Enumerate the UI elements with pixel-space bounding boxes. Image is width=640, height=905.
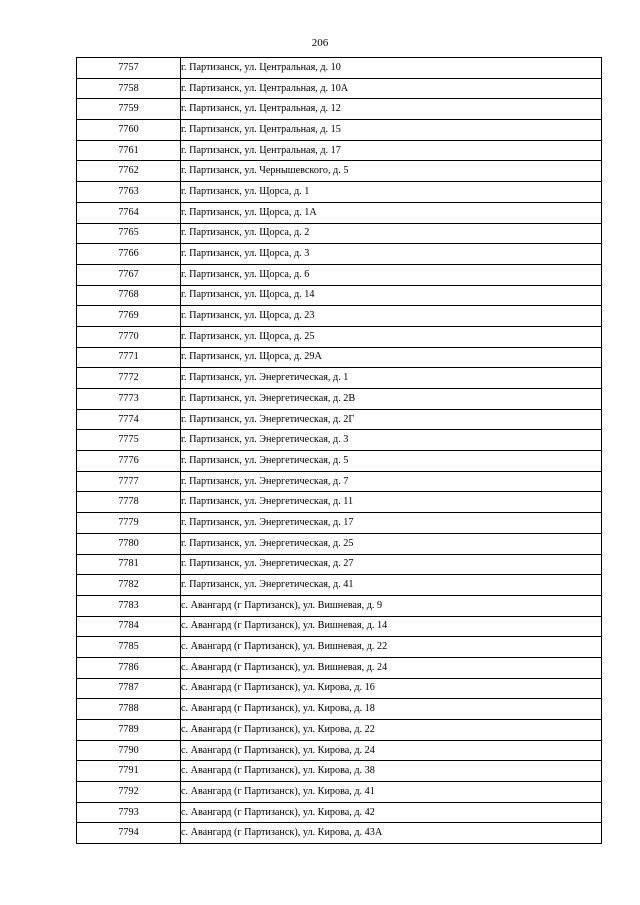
table-row	[77, 120, 602, 141]
row-address: с. Авангард (г Партизанск), ул. Кирова, д. 22	[181, 720, 602, 741]
row-address: с. Авангард (г Партизанск), ул. Кирова, д. 41	[181, 782, 602, 803]
address-table	[76, 57, 602, 844]
row-number: 7777	[77, 471, 181, 492]
page-number: 206	[311, 37, 329, 49]
table-row	[77, 264, 602, 285]
row-number: 7783	[77, 595, 181, 616]
address-table-body	[77, 58, 602, 844]
row-number: 7761	[77, 140, 181, 161]
row-number: 7776	[77, 451, 181, 472]
row-address: с. Авангард (г Партизанск), ул. Вишневая, д. 22	[181, 637, 602, 658]
table-row	[77, 140, 602, 161]
row-number: 7770	[77, 326, 181, 347]
row-number: 7784	[77, 616, 181, 637]
row-number: 7757	[77, 58, 181, 79]
row-number: 7772	[77, 368, 181, 389]
table-row	[77, 326, 602, 347]
row-number: 7782	[77, 575, 181, 596]
row-address: г. Партизанск, ул. Центральная, д. 15	[181, 120, 602, 141]
row-number: 7780	[77, 533, 181, 554]
row-address: с. Авангард (г Партизанск), ул. Кирова, д. 38	[181, 761, 602, 782]
row-number: 7793	[77, 802, 181, 823]
row-number: 7790	[77, 740, 181, 761]
table-row	[77, 533, 602, 554]
row-address: г. Партизанск, ул. Щорса, д. 14	[181, 285, 602, 306]
row-number: 7762	[77, 161, 181, 182]
row-address: г. Партизанск, ул. Щорса, д. 3	[181, 244, 602, 265]
table-row	[77, 58, 602, 79]
row-address: г. Партизанск, ул. Энергетическая, д. 5	[181, 451, 602, 472]
row-address: г. Партизанск, ул. Щорса, д. 23	[181, 306, 602, 327]
row-address: г. Партизанск, ул. Щорса, д. 29А	[181, 347, 602, 368]
table-row	[77, 657, 602, 678]
row-address: г. Партизанск, ул. Центральная, д. 17	[181, 140, 602, 161]
row-address: с. Авангард (г Партизанск), ул. Вишневая, д. 14	[181, 616, 602, 637]
table-row	[77, 78, 602, 99]
row-number: 7794	[77, 823, 181, 844]
row-number: 7775	[77, 430, 181, 451]
row-address: г. Партизанск, ул. Энергетическая, д. 7	[181, 471, 602, 492]
row-number: 7785	[77, 637, 181, 658]
table-row	[77, 244, 602, 265]
table-row	[77, 306, 602, 327]
table-row	[77, 637, 602, 658]
row-address: г. Партизанск, ул. Центральная, д. 12	[181, 99, 602, 120]
row-address: г. Партизанск, ул. Энергетическая, д. 11	[181, 492, 602, 513]
table-row	[77, 161, 602, 182]
row-number: 7765	[77, 223, 181, 244]
row-address: г. Партизанск, ул. Энергетическая, д. 25	[181, 533, 602, 554]
table-row	[77, 554, 602, 575]
row-address: с. Авангард (г Партизанск), ул. Кирова, д. 24	[181, 740, 602, 761]
row-address: г. Партизанск, ул. Щорса, д. 1	[181, 182, 602, 203]
row-number: 7759	[77, 99, 181, 120]
row-address: г. Партизанск, ул. Энергетическая, д. 1	[181, 368, 602, 389]
row-number: 7774	[77, 409, 181, 430]
table-row	[77, 823, 602, 844]
table-row	[77, 699, 602, 720]
row-address: с. Авангард (г Партизанск), ул. Кирова, д. 16	[181, 678, 602, 699]
table-row	[77, 451, 602, 472]
row-number: 7778	[77, 492, 181, 513]
table-row	[77, 368, 602, 389]
table-row	[77, 740, 602, 761]
row-number: 7787	[77, 678, 181, 699]
table-row	[77, 782, 602, 803]
table-row	[77, 492, 602, 513]
table-row	[77, 616, 602, 637]
row-address: г. Партизанск, ул. Чернышевского, д. 5	[181, 161, 602, 182]
row-address: г. Партизанск, ул. Щорса, д. 6	[181, 264, 602, 285]
row-number: 7781	[77, 554, 181, 575]
row-address: с. Авангард (г Партизанск), ул. Вишневая, д. 24	[181, 657, 602, 678]
table-row	[77, 223, 602, 244]
row-address: с. Авангард (г Партизанск), ул. Кирова, д. 18	[181, 699, 602, 720]
row-address: г. Партизанск, ул. Щорса, д. 1А	[181, 202, 602, 223]
table-row	[77, 430, 602, 451]
table-row	[77, 409, 602, 430]
row-number: 7764	[77, 202, 181, 223]
row-number: 7766	[77, 244, 181, 265]
table-row	[77, 347, 602, 368]
row-number: 7763	[77, 182, 181, 203]
row-address: г. Партизанск, ул. Центральная, д. 10	[181, 58, 602, 79]
row-number: 7786	[77, 657, 181, 678]
row-number: 7771	[77, 347, 181, 368]
row-number: 7773	[77, 389, 181, 410]
table-row	[77, 99, 602, 120]
row-address: г. Партизанск, ул. Щорса, д. 2	[181, 223, 602, 244]
table-row	[77, 678, 602, 699]
row-address: г. Партизанск, ул. Центральная, д. 10А	[181, 78, 602, 99]
table-row	[77, 285, 602, 306]
row-number: 7760	[77, 120, 181, 141]
table-row	[77, 182, 602, 203]
row-address: с. Авангард (г Партизанск), ул. Кирова, д. 43А	[181, 823, 602, 844]
row-number: 7792	[77, 782, 181, 803]
row-address: с. Авангард (г Партизанск), ул. Вишневая, д. 9	[181, 595, 602, 616]
table-row	[77, 202, 602, 223]
table-row	[77, 513, 602, 534]
row-address: г. Партизанск, ул. Энергетическая, д. 2Г	[181, 409, 602, 430]
row-number: 7791	[77, 761, 181, 782]
row-address: г. Партизанск, ул. Энергетическая, д. 17	[181, 513, 602, 534]
table-row	[77, 389, 602, 410]
row-address: г. Партизанск, ул. Энергетическая, д. 41	[181, 575, 602, 596]
row-address: г. Партизанск, ул. Энергетическая, д. 2В	[181, 389, 602, 410]
row-number: 7769	[77, 306, 181, 327]
table-row	[77, 595, 602, 616]
row-address: г. Партизанск, ул. Щорса, д. 25	[181, 326, 602, 347]
row-number: 7779	[77, 513, 181, 534]
row-address: с. Авангард (г Партизанск), ул. Кирова, д. 42	[181, 802, 602, 823]
row-number: 7788	[77, 699, 181, 720]
table-row	[77, 575, 602, 596]
table-row	[77, 802, 602, 823]
row-number: 7768	[77, 285, 181, 306]
row-number: 7758	[77, 78, 181, 99]
row-number: 7767	[77, 264, 181, 285]
row-number: 7789	[77, 720, 181, 741]
table-row	[77, 471, 602, 492]
row-address: г. Партизанск, ул. Энергетическая, д. 3	[181, 430, 602, 451]
table-row	[77, 761, 602, 782]
row-address: г. Партизанск, ул. Энергетическая, д. 27	[181, 554, 602, 575]
table-row	[77, 720, 602, 741]
